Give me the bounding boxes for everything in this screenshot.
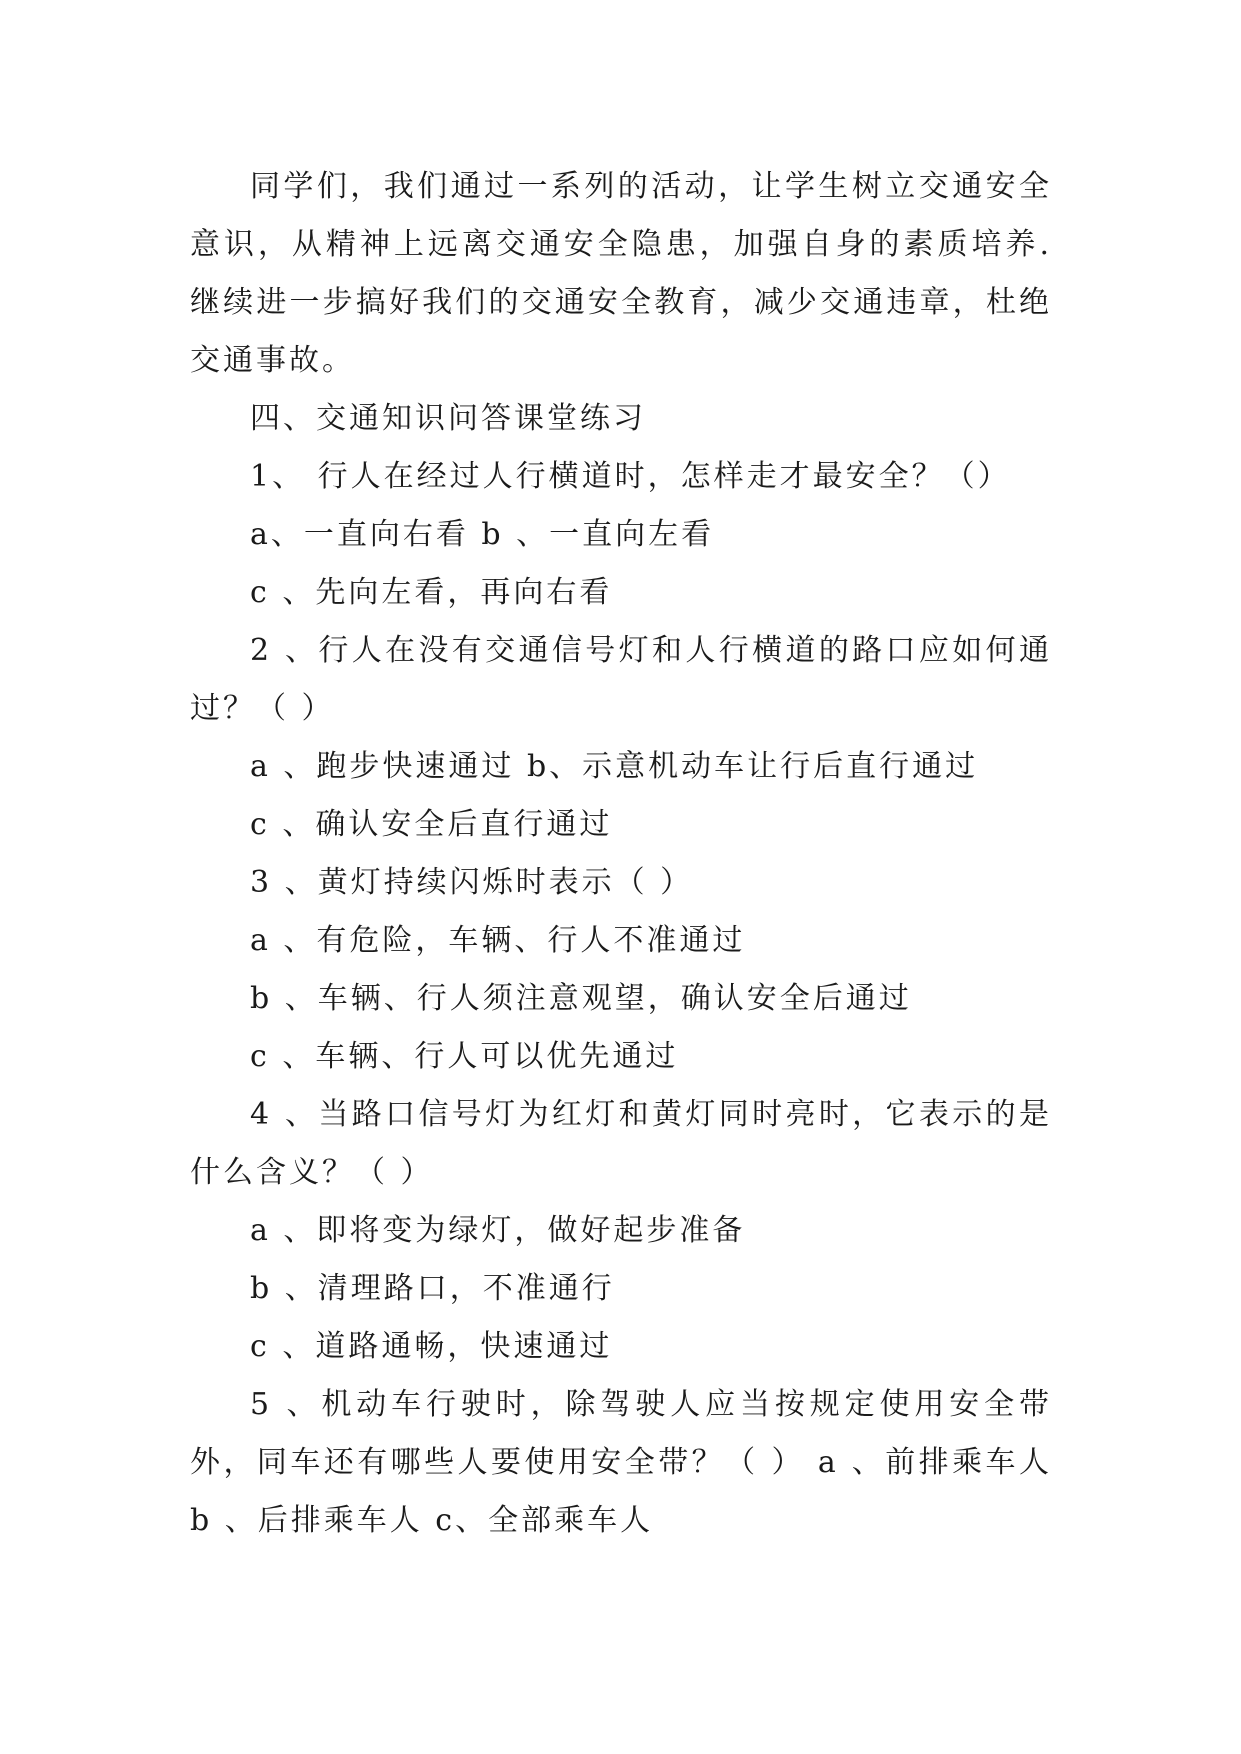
question-1-option-c: c 、先向左看，再向右看 bbox=[250, 575, 613, 610]
question-5: 5 、机动车行驶时，除驾驶人应当按规定使用安全带外，同车还有哪些人要使用安全带？（ ） a 、前排乘车人 b 、后排乘车人 c、全部乘车人 bbox=[190, 1387, 1052, 1538]
question-2-option-c: c 、确认安全后直行通过 bbox=[250, 807, 613, 842]
document-body bbox=[190, 158, 1052, 1550]
question-3-option-b: b 、车辆、行人须注意观望，确认安全后通过 bbox=[250, 981, 912, 1016]
question-4-option-a: a 、即将变为绿灯，做好起步准备 bbox=[250, 1213, 746, 1248]
question-1: 1、 行人在经过人行横道时，怎样走才最安全？（） bbox=[250, 459, 1011, 494]
intro-paragraph: 同学们，我们通过一系列的活动，让学生树立交通安全意识，从精神上远离交通安全隐患，加强自身的素质培养.继续进一步搞好我们的交通安全教育，减少交通违章，杜绝交通事故。 bbox=[190, 169, 1052, 378]
question-2: 2 、行人在没有交通信号灯和人行横道的路口应如何通过？（ ） bbox=[190, 633, 1052, 726]
question-2-options-ab: a 、跑步快速通过 b、示意机动车让行后直行通过 bbox=[250, 749, 979, 784]
question-1-options-ab: a、一直向右看 b 、一直向左看 bbox=[250, 517, 715, 552]
question-3-option-c: c 、车辆、行人可以优先通过 bbox=[250, 1039, 679, 1074]
question-3: 3 、黄灯持续闪烁时表示（ ） bbox=[250, 865, 694, 900]
section-heading: 四、交通知识问答课堂练习 bbox=[250, 401, 646, 436]
question-3-option-a: a 、有危险，车辆、行人不准通过 bbox=[250, 923, 746, 958]
question-4: 4 、当路口信号灯为红灯和黄灯同时亮时，它表示的是什么含义？（ ） bbox=[190, 1097, 1052, 1190]
question-4-option-b: b 、清理路口，不准通行 bbox=[250, 1271, 615, 1306]
question-4-option-c: c 、道路通畅，快速通过 bbox=[250, 1329, 613, 1364]
